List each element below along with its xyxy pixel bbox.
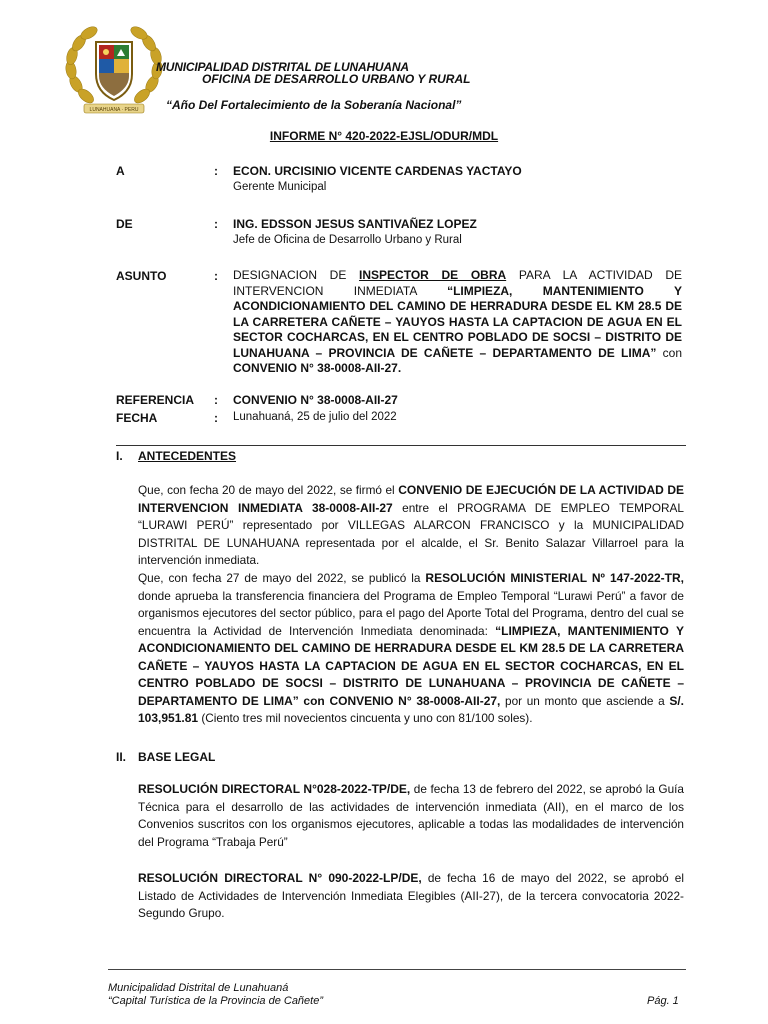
field-asunto-colon: :	[214, 269, 218, 283]
seal-caption-text: LUNAHUANA · PERU	[89, 107, 139, 113]
header-municipality-name: MUNICIPALIDAD DISTRITAL DE LUNAHUANA	[156, 60, 409, 74]
field-referencia-value: CONVENIO N° 38-0008-AII-27	[233, 393, 398, 407]
field-de-label: DE	[116, 217, 133, 231]
footer-municipality: Municipalidad Distrital de Lunahuaná	[108, 982, 289, 994]
field-de-sender: ING. EDSSON JESUS SANTIVAÑEZ LOPEZ	[233, 217, 477, 231]
footer-divider	[108, 969, 686, 970]
municipal-seal-logo	[62, 22, 166, 120]
field-a-colon: :	[214, 164, 218, 178]
field-referencia-colon: :	[214, 393, 218, 407]
field-a-label: A	[116, 164, 125, 178]
paragraph-base-legal-1: RESOLUCIÓN DIRECTORAL N°028-2022-TP/DE, de fecha 13 de febrero del 2022, se aprobó la Guía Técnica para el desarrollo de las actividades de intervención inmediata (AII), en el marco de los Convenios suscritos con los organismos ejecutores, aplicable a todas las modalidades de intervención del Programa “Trabaja Perú”	[138, 782, 684, 849]
inspector-de-obra-term: INSPECTOR DE OBRA	[359, 268, 507, 282]
field-asunto-label: ASUNTO	[116, 269, 167, 283]
footer-page-number: Pág. 1	[647, 995, 679, 1007]
field-fecha-label: FECHA	[116, 411, 158, 425]
paragraph-base-legal-2: RESOLUCIÓN DIRECTORAL N° 090-2022-LP/DE, de fecha 16 de mayo del 2022, se aprobó el Listado de Actividades de Intervención Inmediata Elegibles (AII-27), de la tercera convocatoria 2022-Segundo Grupo.	[138, 871, 684, 920]
section-2-number: II.	[116, 750, 127, 764]
field-fecha-colon: :	[214, 411, 218, 425]
section-1-title: ANTECEDENTES	[138, 449, 237, 463]
paragraph-antecedente-1: Que, con fecha 20 de mayo del 2022, se firmó el CONVENIO DE EJECUCIÓN DE LA ACTIVIDAD DE INTERVENCION INMEDIATA 38-0008-AII-27 entre el PROGRAMA DE EMPLEO TEMPORAL “LURAWI PERÚ” representado por VILLEGAS ALARCON FRANCISCO y la MUNICIPALIDAD DISTRITAL DE LUNAHUANA representada por el alcalde, el Sr. Benito Salazar Villarroel para la intervención inmediata.	[138, 483, 685, 567]
field-a-position: Gerente Municipal	[233, 181, 327, 193]
field-fecha-value: Lunahuaná, 25 de julio del 2022	[233, 411, 397, 423]
field-de-colon: :	[214, 217, 218, 231]
field-a-recipient: ECON. URCISINIO VICENTE CARDENAS YACTAYO	[233, 164, 522, 178]
header-year-motto: “Año Del Fortalecimiento de la Soberanía Nacional”	[166, 98, 462, 112]
field-asunto-text: DESIGNACION DE INSPECTOR DE OBRA PARA LA ACTIVIDAD DE INTERVENCION INMEDIATA “LIMPIEZA, MANTENIMIENTO Y ACONDICIONAMIENTO DEL CAMINO DE HERRADURA DESDE EL KM 28.5 DE LA CARRETERA CAÑETE – YAUYOS HASTA LA CAPTACION DE AGUA EN EL SECTOR COCHARCAS, EN EL CENTRO POBLADO DE SOCSI – DISTRITO DE LUNAHUANA – PROVINCIA DE CAÑETE – DEPARTAMENTO DE LIMA” con CONVENIO N° 38-0008-AII-27.	[233, 268, 683, 375]
section-2-title: BASE LEGAL	[138, 750, 216, 764]
laurel-wreath-icon	[62, 22, 166, 120]
footer-tagline: “Capital Turística de la Provincia de Cañete”	[108, 995, 324, 1007]
field-de-position: Jefe de Oficina de Desarrollo Urbano y Rural	[233, 234, 462, 246]
header-divider	[116, 445, 686, 446]
paragraph-antecedente-2: Que, con fecha 27 de mayo del 2022, se publicó la RESOLUCIÓN MINISTERIAL Nº 147-2022-TR, donde aprueba la transferencia financiera del Programa de Empleo Temporal “Lurawi Perú” a favor de organismos ejecutores del sector público, para el pago del Aporte Total del Programa, dentro del cual se encuentra la Actividad de Intervención Inmediata denominada: “LIMPIEZA, MANTENIMIENTO Y ACONDICIONAMIENTO DEL CAMINO DE HERRADURA DESDE EL KM 28.5 DE LA CARRETERA CAÑETE – YAUYOS HASTA LA CAPTACION DE AGUA EN EL SECTOR COCHARCAS, EN EL CENTRO POBLADO DE SOCSI – DISTRITO DE LUNAHUANA – PROVINCIA DE CAÑETE – DEPARTAMENTO DE LIMA” con CONVENIO N° 38-0008-AII-27, por un monto que asciende a S/. 103,951.81 (Ciento tres mil novecientos cincuenta y uno con 81/100 soles).	[138, 571, 684, 725]
field-referencia-label: REFERENCIA	[116, 393, 195, 407]
header-office-name: OFICINA DE DESARROLLO URBANO Y RURAL	[202, 72, 471, 86]
section-1-number: I.	[116, 449, 123, 463]
report-title: INFORME N° 420-2022-EJSL/ODUR/MDL	[269, 129, 499, 143]
